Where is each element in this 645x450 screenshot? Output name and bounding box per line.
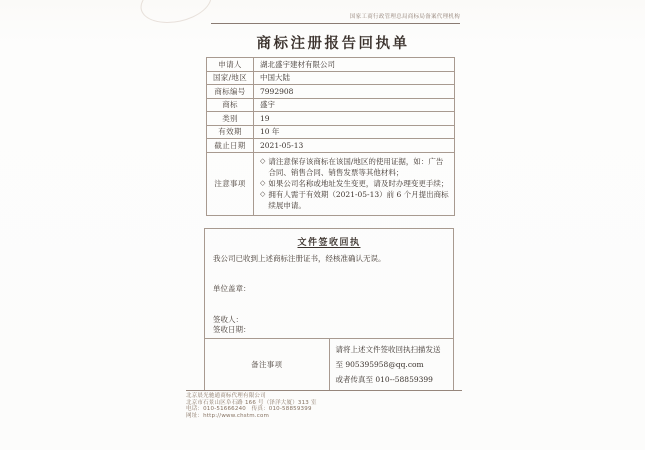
note-item xyxy=(260,189,449,211)
diamond-bullet-icon: ◇ xyxy=(260,178,266,187)
notes-cell xyxy=(254,152,455,215)
company-stamp-label: 单位盖章： xyxy=(213,284,251,293)
row-label-notes: 注意事项 xyxy=(207,152,254,215)
remark-row xyxy=(205,339,454,391)
note-item xyxy=(260,178,449,189)
footer-website: 网址：http://www.chstm.com xyxy=(186,412,270,419)
row-value-trademark-number: 7992908 xyxy=(254,85,455,99)
row-value-deadline: 2021-05-13 xyxy=(254,139,455,153)
table-row xyxy=(207,98,455,112)
note-item xyxy=(260,156,449,178)
note-text: 拥有人需于有效期（2021-05-13）前 6 个月提出商标续展申请。 xyxy=(268,190,449,211)
footer-phone-fax: 电话：010-51666240 传真：010-58859399 xyxy=(186,406,312,413)
row-label-trademark-number: 商标编号 xyxy=(207,85,254,99)
agency-footer xyxy=(186,390,462,419)
signer-label: 签收人： xyxy=(213,315,243,324)
receipt-section-title: 文件签收回执 xyxy=(297,238,361,248)
table-row-notes xyxy=(207,152,455,215)
row-value-validity: 10 年 xyxy=(254,125,455,139)
remark-label: 备注事项 xyxy=(205,339,330,391)
table-row xyxy=(207,85,455,99)
row-label-country: 国家/地区 xyxy=(207,71,254,85)
sign-date-label: 签收日期： xyxy=(213,324,251,334)
trademark-info-table xyxy=(206,57,455,216)
row-label-trademark: 商标 xyxy=(207,98,254,112)
note-text: 如果公司名称或地址发生变更，请及时办理变更手续； xyxy=(268,178,449,188)
remark-line-email: 请将上述文件签收回执扫描发送至 905395958@qq.com xyxy=(335,345,441,369)
row-label-applicant: 申请人 xyxy=(207,58,254,72)
receipt-confirmation-text: 我公司已收到上述商标注册证书，经核准确认无误。 xyxy=(213,254,386,263)
row-value-trademark: 盛宇 xyxy=(254,98,455,112)
receipt-body-row xyxy=(205,229,454,339)
row-value-applicant: 湖北盛宇建材有限公司 xyxy=(254,58,455,72)
document-title: 商标注册报告回执单 xyxy=(256,35,410,52)
receipt-cell xyxy=(205,229,454,339)
note-text: 请注意保存该商标在该国/地区的使用证据，如：广告合同、销售合同、销售发票等其他材料； xyxy=(268,156,444,177)
row-value-country: 中国大陆 xyxy=(254,71,455,85)
remark-cell xyxy=(329,339,454,391)
scan-artifact xyxy=(137,0,216,29)
table-row xyxy=(207,112,455,126)
table-row xyxy=(207,71,455,85)
table-row xyxy=(207,125,455,139)
footer-company-name: 北京晨光驰通商标代理有限公司 xyxy=(186,393,266,399)
diamond-bullet-icon: ◇ xyxy=(260,156,266,165)
row-label-validity: 有效期 xyxy=(207,125,254,139)
row-label-deadline: 截止日期 xyxy=(207,139,254,153)
row-label-class: 类别 xyxy=(207,112,254,126)
table-row xyxy=(207,58,455,72)
diamond-bullet-icon: ◇ xyxy=(260,190,266,199)
table-row xyxy=(207,139,455,153)
row-value-class: 19 xyxy=(254,112,455,126)
remark-line-fax: 或者传真至 010--58859399 xyxy=(335,375,433,384)
footer-address: 北京市石景山区阜石路 166 号（泽洋大厦）313 室 xyxy=(186,399,317,406)
signer-block xyxy=(213,315,445,334)
agency-header-line xyxy=(211,12,460,24)
agency-header-text: 国家工商行政管理总局商标局备案代理机构 xyxy=(349,14,460,20)
receipt-table xyxy=(204,228,454,391)
